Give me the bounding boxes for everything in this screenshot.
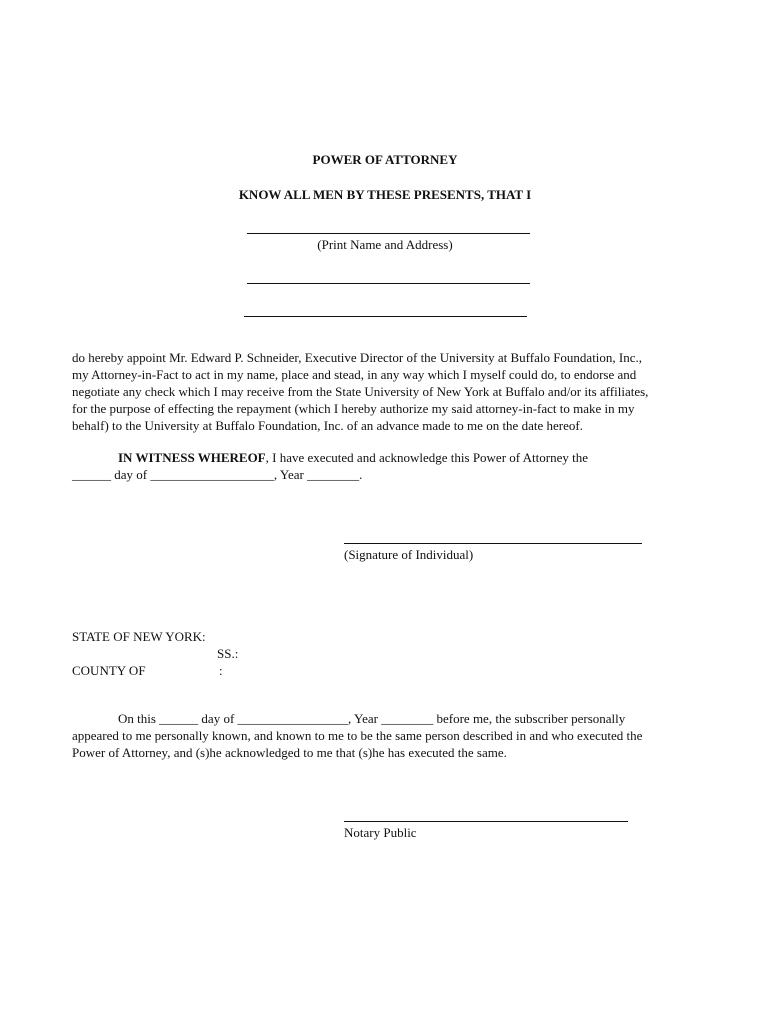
acknowledgment-line: Power of Attorney, and (s)he acknowledged to me that (s)he has executed the same. [72, 745, 507, 760]
print-name-label: (Print Name and Address) [317, 237, 453, 252]
venue-county: COUNTY OF [72, 663, 146, 678]
notary-label: Notary Public [344, 825, 417, 840]
witness-line-1 [72, 449, 692, 466]
acknowledgment-paragraph [72, 710, 702, 761]
venue-state: STATE OF NEW YORK: [72, 629, 206, 644]
address-blank-line-1[interactable] [247, 283, 530, 284]
signature-label: (Signature of Individual) [344, 547, 474, 562]
notary-signature-line[interactable] [344, 821, 628, 822]
appointment-paragraph [72, 349, 692, 434]
acknowledgment-line: On this ______ day of _________________, Year ________ before me, the subscriber personally [118, 711, 626, 726]
appointment-line: for the purpose of effecting the repayment (which I hereby authorize my said attorney-in-fact to make in my [72, 401, 635, 416]
address-blank-line-2[interactable] [244, 316, 527, 317]
document-title: POWER OF ATTORNEY [312, 152, 458, 167]
appointment-line: do hereby appoint Mr. Edward P. Schneider, Executive Director of the University at Buffalo Foundation, Inc., [72, 350, 643, 365]
venue-county-colon: : [219, 663, 223, 678]
witness-rest-text: , I have executed and acknowledge this Power of Attorney the [265, 450, 588, 465]
venue-ss: SS.: [217, 646, 239, 661]
name-blank-line[interactable] [247, 233, 530, 234]
appointment-line: my Attorney-in-Fact to act in my name, place and stead, in any way which I myself could do, to endorse and [72, 367, 637, 382]
appointment-line: behalf) to the University at Buffalo Foundation, Inc. of an advance made to me on the date hereof. [72, 418, 583, 433]
witness-bold-phrase: IN WITNESS WHEREOF [118, 450, 266, 465]
witness-paragraph [72, 449, 692, 483]
intro-heading: KNOW ALL MEN BY THESE PRESENTS, THAT I [238, 187, 532, 202]
signature-line[interactable] [344, 543, 642, 544]
appointment-line: negotiate any check which I may receive from the State University of New York at Buffalo and/or its affiliates, [72, 384, 649, 399]
acknowledgment-line: appeared to me personally known, and known to me to be the same person described in and who executed the [72, 728, 643, 743]
witness-line-2: ______ day of ___________________, Year ________. [72, 467, 363, 482]
